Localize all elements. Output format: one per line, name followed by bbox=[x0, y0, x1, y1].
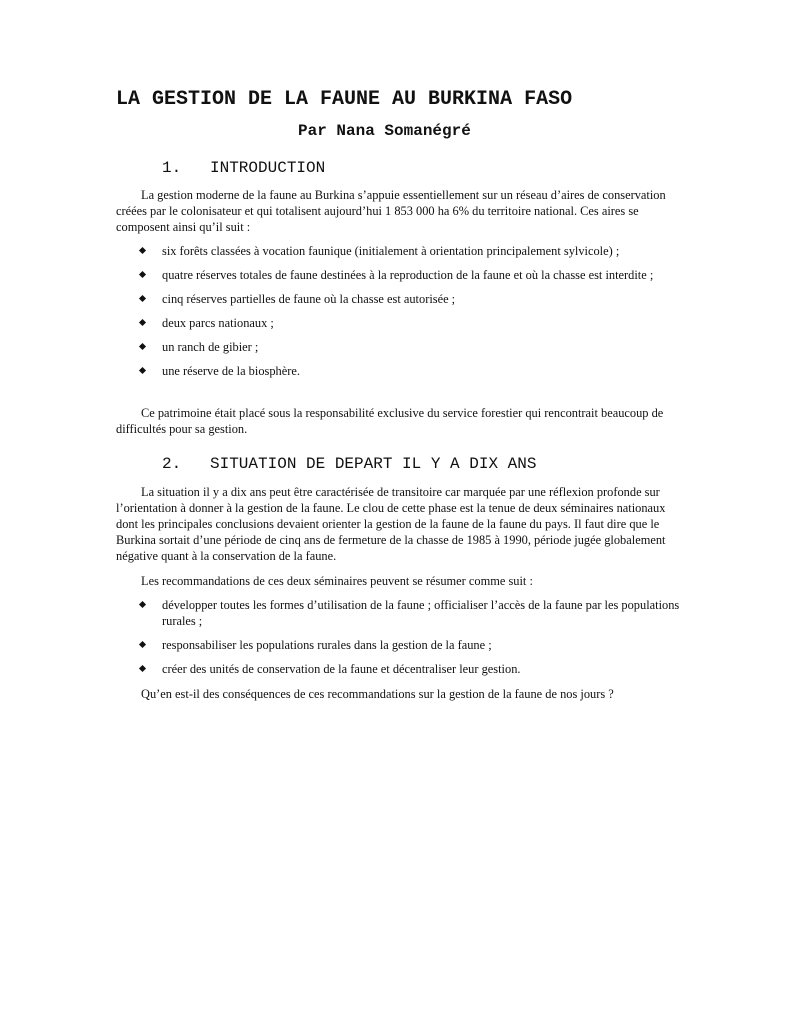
list-item bbox=[116, 315, 681, 331]
list-item-text: développer toutes les formes d’utilisation de la faune ; officialiser l’accès de la faune par les populations rurales ; bbox=[162, 598, 680, 628]
list-item-text: responsabiliser les populations rurales dans la gestion de la faune ; bbox=[162, 638, 492, 652]
list-item bbox=[116, 363, 681, 379]
list-item-text: six forêts classées à vocation faunique (initialement à orientation principalement sylvicole) ; bbox=[162, 244, 620, 258]
list-item bbox=[116, 597, 681, 629]
section-2-list bbox=[116, 597, 681, 685]
list-item-text: créer des unités de conservation de la faune et décentraliser leur gestion. bbox=[162, 662, 521, 676]
bullet-icon bbox=[139, 367, 146, 374]
list-item bbox=[116, 267, 681, 283]
bullet-icon bbox=[139, 665, 146, 672]
list-item-text: un ranch de gibier ; bbox=[162, 340, 259, 354]
list-item bbox=[116, 291, 681, 307]
list-item-text: deux parcs nationaux ; bbox=[162, 316, 274, 330]
document-title: LA GESTION DE LA FAUNE AU BURKINA FASO bbox=[116, 88, 573, 111]
bullet-icon bbox=[139, 319, 146, 326]
section-2-number: 2. bbox=[162, 455, 182, 473]
section-1-number: 1. bbox=[162, 159, 182, 177]
list-item bbox=[116, 339, 681, 355]
bullet-icon bbox=[139, 601, 146, 608]
bullet-icon bbox=[139, 295, 146, 302]
bullet-icon bbox=[139, 343, 146, 350]
section-2-lead: Les recommandations de ces deux séminaires peuvent se résumer comme suit : bbox=[141, 574, 533, 588]
section-2-heading bbox=[162, 454, 536, 474]
section-1-intro: La gestion moderne de la faune au Burkina s’appuie essentiellement sur un réseau d’aires de conservation créées par le colonisateur et qui totalisent aujourd’hui 1 853 000 ha 6% du territoire national. Ces aires se composent ainsi qu’il suit : bbox=[116, 188, 666, 234]
section-2-intro: La situation il y a dix ans peut être caractérisée de transitoire car marquée par une réflexion profonde sur l’orientation à donner à la gestion de la faune. Le clou de cette phase est la tenue de deux séminaires nationaux dont les principales conclusions devaient orienter la gestion de la faune de la faune du pays. Il faut dire que le Burkina sortait d’une période de cinq ans de fermeture de la chasse de 1985 à 1990, période jugée globalement négative quant à la conservation de la faune. bbox=[116, 485, 666, 563]
list-item bbox=[116, 243, 681, 259]
section-2-title: SITUATION DE DEPART IL Y A DIX ANS bbox=[210, 455, 537, 473]
bullet-icon bbox=[139, 247, 146, 254]
list-item bbox=[116, 637, 681, 653]
section-1-list bbox=[116, 243, 681, 387]
section-1-title: INTRODUCTION bbox=[210, 159, 326, 177]
section-2-question: Qu’en est-il des conséquences de ces recommandations sur la gestion de la faune de nos jours ? bbox=[141, 687, 614, 701]
list-item bbox=[116, 661, 681, 677]
list-item-text: cinq réserves partielles de faune où la chasse est autorisée ; bbox=[162, 292, 456, 306]
list-item-text: quatre réserves totales de faune destinées à la reproduction de la faune et où la chasse est interdite ; bbox=[162, 268, 654, 282]
bullet-icon bbox=[139, 641, 146, 648]
list-item-text: une réserve de la biosphère. bbox=[162, 364, 300, 378]
section-1-heading bbox=[162, 158, 325, 178]
document-author: Par Nana Somanégré bbox=[298, 122, 471, 140]
bullet-icon bbox=[139, 271, 146, 278]
section-1-closing: Ce patrimoine était placé sous la responsabilité exclusive du service forestier qui rencontrait beaucoup de difficultés pour sa gestion. bbox=[116, 406, 664, 436]
